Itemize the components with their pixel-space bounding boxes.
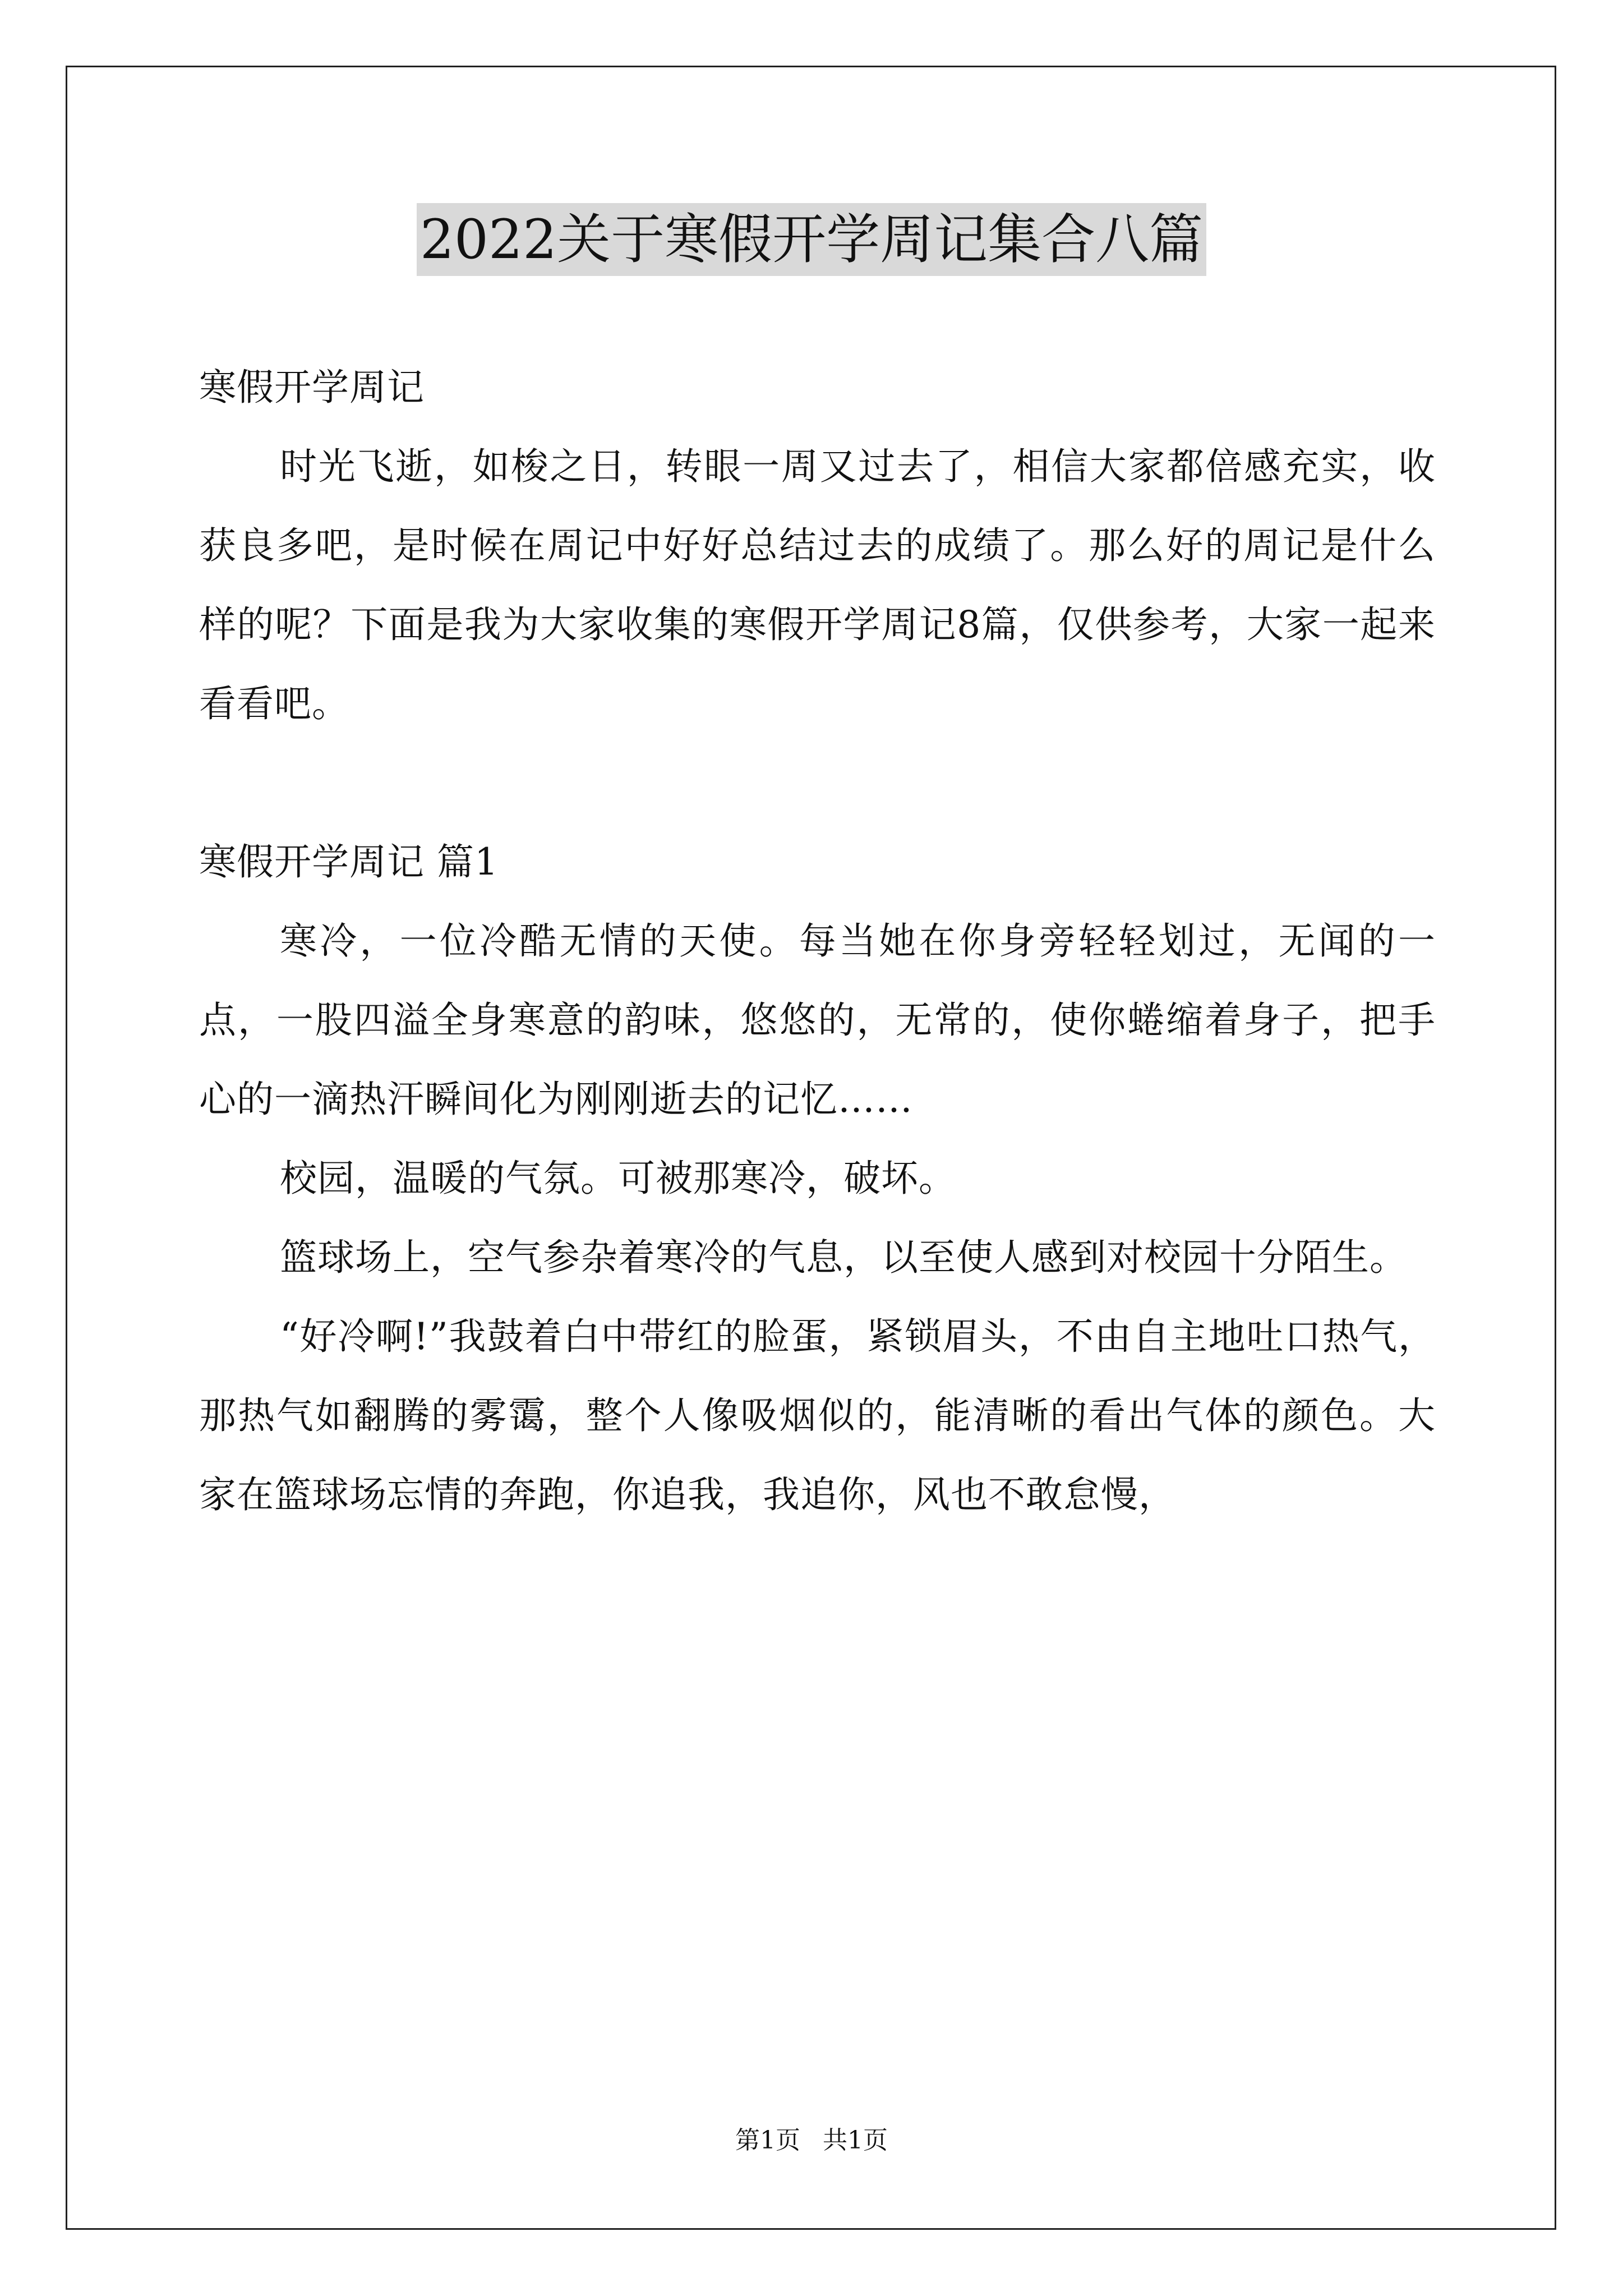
document-body xyxy=(199,348,1436,1534)
intro-paragraph: 时光飞逝，如梭之日，转眼一周又过去了，相信大家都倍感充实，收获良多吧，是时候在周记中好好总结过去的成绩了。那么好的周记是什么样的呢？下面是我为大家收集的寒假开学周记8篇，仅供参考，大家一起来看看吧。 xyxy=(199,445,1436,725)
page-number: 第1页 xyxy=(735,2126,800,2155)
section-heading: 寒假开学周记 篇1 xyxy=(199,840,499,884)
body-paragraph: 寒冷，一位冷酷无情的天使。每当她在你身旁轻轻划过，无闻的一点，一股四溢全身寒意的韵味，悠悠的，无常的，使你蜷缩着身子，把手心的一滴热汗瞬间化为刚刚逝去的记忆…… xyxy=(199,919,1436,1121)
page-total: 共1页 xyxy=(823,2126,888,2155)
title-container xyxy=(0,203,1623,276)
page-footer xyxy=(0,2124,1623,2157)
document-title: 2022关于寒假开学周记集合八篇 xyxy=(417,203,1206,276)
paragraph-spacer xyxy=(199,743,1436,822)
body-paragraph: 校园，温暖的气氛。可被那寒冷，破坏。 xyxy=(280,1157,956,1200)
body-paragraph: 篮球场上，空气参杂着寒冷的气息，以至使人感到对校园十分陌生。 xyxy=(280,1236,1407,1279)
body-paragraph: “好冷啊!”我鼓着白中带红的脸蛋，紧锁眉头，不由自主地吐口热气，那热气如翻腾的雾霭，整个人像吸烟似的，能清晰的看出气体的颜色。大家在篮球场忘情的奔跑，你追我，我追你，风也不敢怠慢， xyxy=(199,1315,1436,1516)
intro-heading: 寒假开学周记 xyxy=(199,366,425,409)
